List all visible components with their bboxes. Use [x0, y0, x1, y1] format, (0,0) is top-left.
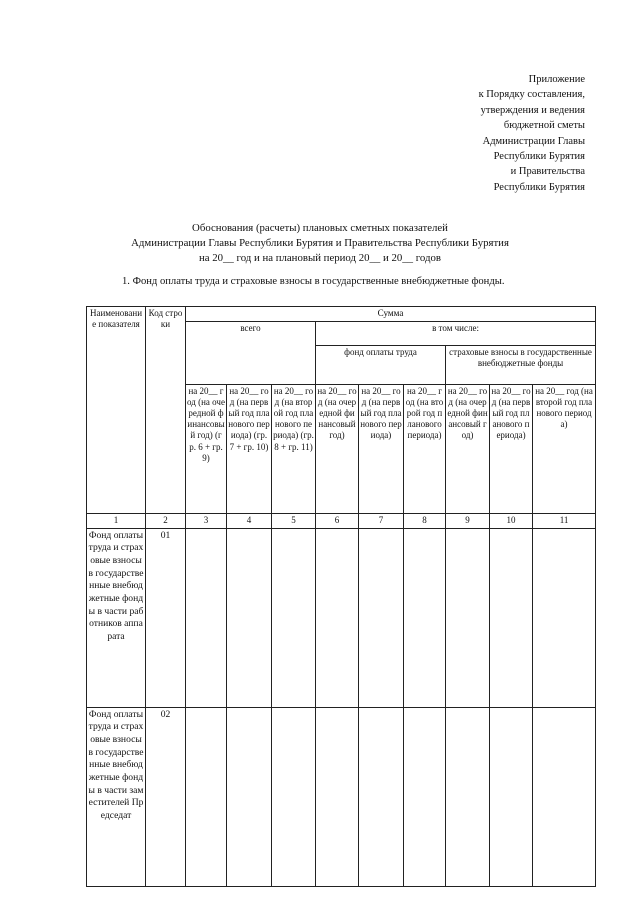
header-payroll: фонд оплаты труда — [316, 345, 446, 384]
header-name: Наименование показателя — [87, 307, 146, 514]
column-number: 3 — [186, 513, 227, 528]
column-number: 11 — [533, 513, 596, 528]
header-total: всего — [186, 321, 316, 384]
amount-cell — [490, 528, 533, 707]
column-number: 5 — [272, 513, 316, 528]
amount-cell — [272, 528, 316, 707]
column-number: 1 — [87, 513, 146, 528]
header-sum: Сумма — [186, 307, 596, 322]
column-header: на 20__ год (на второй год планового периода) — [533, 384, 596, 513]
column-number: 8 — [404, 513, 446, 528]
column-header: на 20__ год (на второй год планового периода) (гр. 8 + гр. 11) — [272, 384, 316, 513]
appendix-line: и Правительства — [510, 166, 585, 178]
column-header: на 20__ год (на второй год планового периода) — [404, 384, 446, 513]
row-name: Фонд оплаты труда и страховые взносы в государственные внебюджетные фонды в части заместителей Председат — [87, 707, 146, 886]
appendix-line: Приложение — [528, 74, 585, 85]
appendix-line: утверждения и ведения — [480, 104, 585, 116]
estimate-table — [86, 306, 596, 887]
header-including: в том числе: — [316, 321, 596, 345]
column-number: 10 — [490, 513, 533, 528]
row-name: Фонд оплаты труда и страховые взносы в государственные внебюджетные фонды в части работников аппарата — [87, 528, 146, 707]
header-row-1 — [87, 307, 596, 322]
table-row — [87, 528, 596, 707]
amount-cell — [533, 707, 596, 886]
amount-cell — [227, 707, 272, 886]
amount-cell — [446, 528, 490, 707]
amount-cell — [533, 528, 596, 707]
column-header: на 20__ год (на очередной финансовый год) — [446, 384, 490, 513]
amount-cell — [359, 707, 404, 886]
column-header: на 20__ год (на первый год планового периода) — [490, 384, 533, 513]
appendix-block — [325, 72, 585, 195]
title-line: Администрации Главы Республики Бурятия и Правительства Республики Бурятия — [131, 237, 509, 249]
section-heading: 1. Фонд оплаты труда и страховые взносы в государственные внебюджетные фонды. — [122, 276, 505, 287]
amount-cell — [404, 707, 446, 886]
amount-cell — [316, 707, 359, 886]
column-number-row — [87, 513, 596, 528]
row-code: 02 — [146, 707, 186, 886]
appendix-line: бюджетной сметы — [503, 120, 585, 132]
column-header: на 20__ год (на первый год планового периода) — [359, 384, 404, 513]
appendix-line: Республики Бурятия — [493, 181, 585, 193]
column-number: 4 — [227, 513, 272, 528]
column-number: 6 — [316, 513, 359, 528]
column-number: 7 — [359, 513, 404, 528]
column-number: 2 — [146, 513, 186, 528]
amount-cell — [316, 528, 359, 707]
appendix-line: Республики Бурятия — [493, 151, 585, 163]
amount-cell — [272, 707, 316, 886]
column-header: на 20__ год (на первый год планового периода) (гр. 7 + гр. 10) — [227, 384, 272, 513]
amount-cell — [490, 707, 533, 886]
appendix-line: к Порядку составления, — [478, 89, 585, 101]
row-code: 01 — [146, 528, 186, 707]
amount-cell — [446, 707, 490, 886]
document-title — [0, 221, 640, 266]
title-line: Обоснования (расчеты) плановых сметных показателей — [192, 222, 448, 234]
column-header: на 20__ год (на очередной финансовый год) — [316, 384, 359, 513]
header-insurance: страховые взносы в государственные внебюджетные фонды — [446, 345, 596, 384]
header-code: Код строки — [146, 307, 186, 514]
amount-cell — [186, 528, 227, 707]
amount-cell — [227, 528, 272, 707]
title-line: на 20__ год и на плановый период 20__ и 20__ годов — [198, 252, 442, 264]
column-header: на 20__ год (на очередной финансовый год) (гр. 6 + гр. 9) — [186, 384, 227, 513]
amount-cell — [359, 528, 404, 707]
table-row — [87, 707, 596, 886]
appendix-line: Администрации Главы — [482, 135, 585, 147]
amount-cell — [404, 528, 446, 707]
column-number: 9 — [446, 513, 490, 528]
amount-cell — [186, 707, 227, 886]
